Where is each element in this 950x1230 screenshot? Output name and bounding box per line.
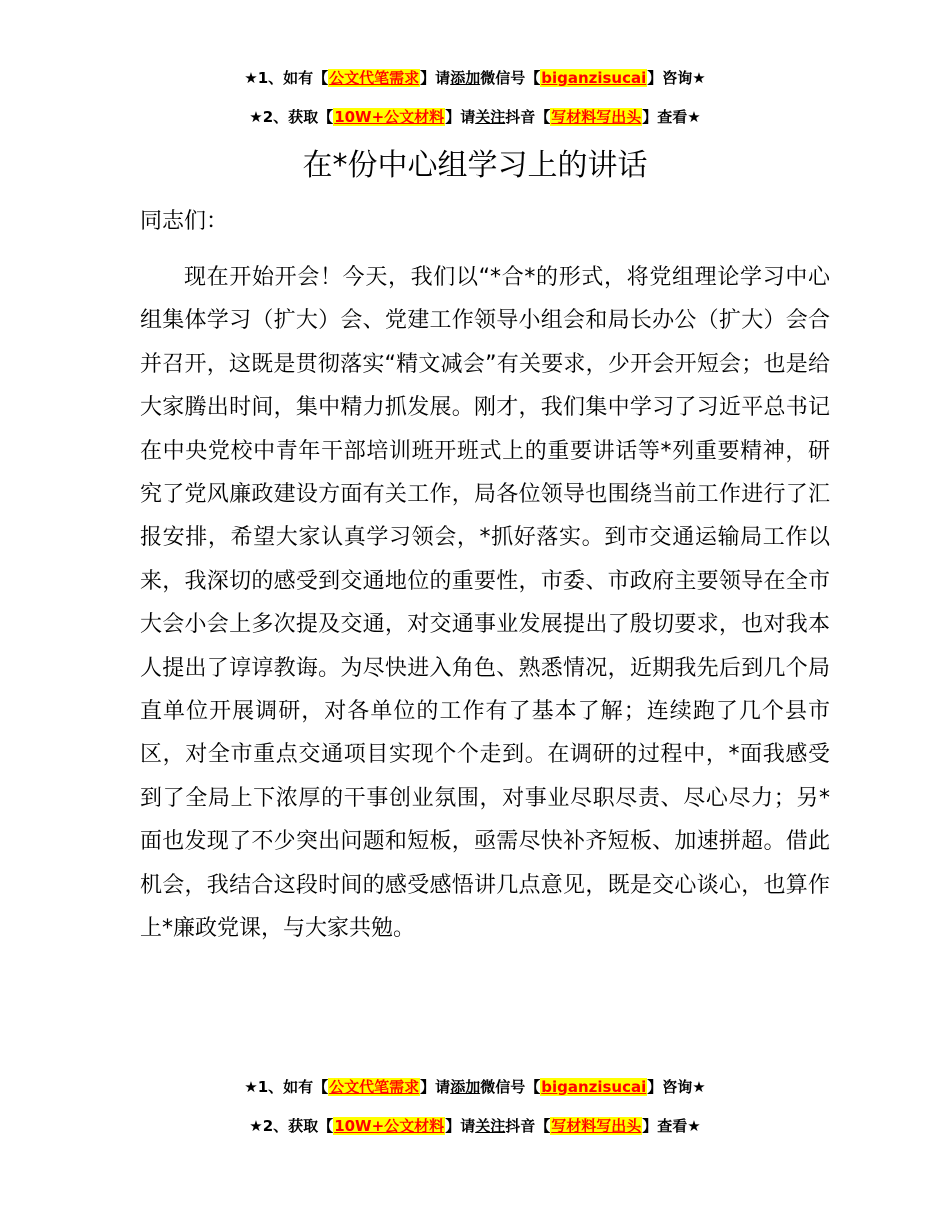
promo-text: 】查看★ — [642, 108, 701, 126]
promo-text: 】请 — [420, 69, 451, 87]
promo-text: ★1、如有【 — [244, 69, 329, 87]
highlight-wechat-id: biganzisucai — [541, 1078, 647, 1096]
highlight-douyin-id: 写材料写出头 — [551, 108, 642, 126]
highlight-materials: 10W+公文材料 — [334, 1117, 445, 1135]
emphasis-add: 添加 — [450, 1078, 481, 1096]
promo-text: ★2、获取【 — [249, 1117, 334, 1135]
highlight-service: 公文代笔需求 — [329, 1078, 420, 1096]
body-paragraph: 现在开始开会！今天，我们以“*合*的形式，将党组理论学习中心组集体学习（扩大）会、党建工作领导小组会和局长办公（扩大）会合并召开，这既是贯彻落实“精文减会”有关要求，少开会开短会；也是给大家腾出时间，集中精力抓发展。刚才，我们集中学习了习近平总书记在中央党校中青年干部培训班开班式上的重要讲话等*列重要精神，研究了党风廉政建设方面有关工作，局各位领导也围绕当前工作进行了汇报安排，希望大家认真学习领会，*抓好落实。到市交通运输局工作以来，我深切的感受到交通地位的重要性，市委、市政府主要领导在全市大会小会上多次提及交通，对交通事业发展提出了殷切要求，也对我本人提出了谆谆教诲。为尽快进入角色、熟悉情况，近期我先后到几个局直单位开展调研，对各单位的工作有了基本了解；连续跑了几个县市区，对全市重点交通项目实现个个走到。在调研的过程中，*面我感受到了全局上下浓厚的干事创业氛围，对事业尽职尽责、尽心尽力；另*面也发现了不少突出问题和短板，亟需尽快补齐短板、加速拼超。借此机会，我结合这段时间的感受感悟讲几点意见，既是交心谈心，也算作上*廉政党课，与大家共勉。 — [140, 265, 830, 942]
promo-text: 微信号【 — [480, 69, 541, 87]
promo-line-1 — [0, 67, 950, 89]
highlight-service: 公文代笔需求 — [329, 69, 420, 87]
promo-line-2 — [0, 106, 950, 128]
highlight-wechat-id: biganzisucai — [541, 69, 647, 87]
promo-text: 】查看★ — [642, 1117, 701, 1135]
emphasis-follow: 关注 — [475, 108, 506, 126]
highlight-douyin-id: 写材料写出头 — [551, 1117, 642, 1135]
greeting: 同志们： — [140, 209, 229, 234]
highlight-materials: 10W+公文材料 — [334, 108, 445, 126]
promo-text: 】请 — [445, 108, 476, 126]
promo-text: ★2、获取【 — [249, 108, 334, 126]
emphasis-add: 添加 — [450, 69, 481, 87]
promo-text: ★1、如有【 — [244, 1078, 329, 1096]
promo-text: 】请 — [420, 1078, 451, 1096]
promo-text: 】请 — [445, 1117, 476, 1135]
document-title: 在*份中心组学习上的讲话 — [302, 148, 648, 183]
promo-text: 】咨询★ — [647, 1078, 706, 1096]
promo-text: 抖音【 — [505, 108, 551, 126]
promo-line-1-bottom — [0, 1076, 950, 1098]
promo-text: 微信号【 — [480, 1078, 541, 1096]
emphasis-follow: 关注 — [475, 1117, 506, 1135]
promo-text: 抖音【 — [505, 1117, 551, 1135]
promo-text: 】咨询★ — [647, 69, 706, 87]
promo-line-2-bottom — [0, 1115, 950, 1137]
